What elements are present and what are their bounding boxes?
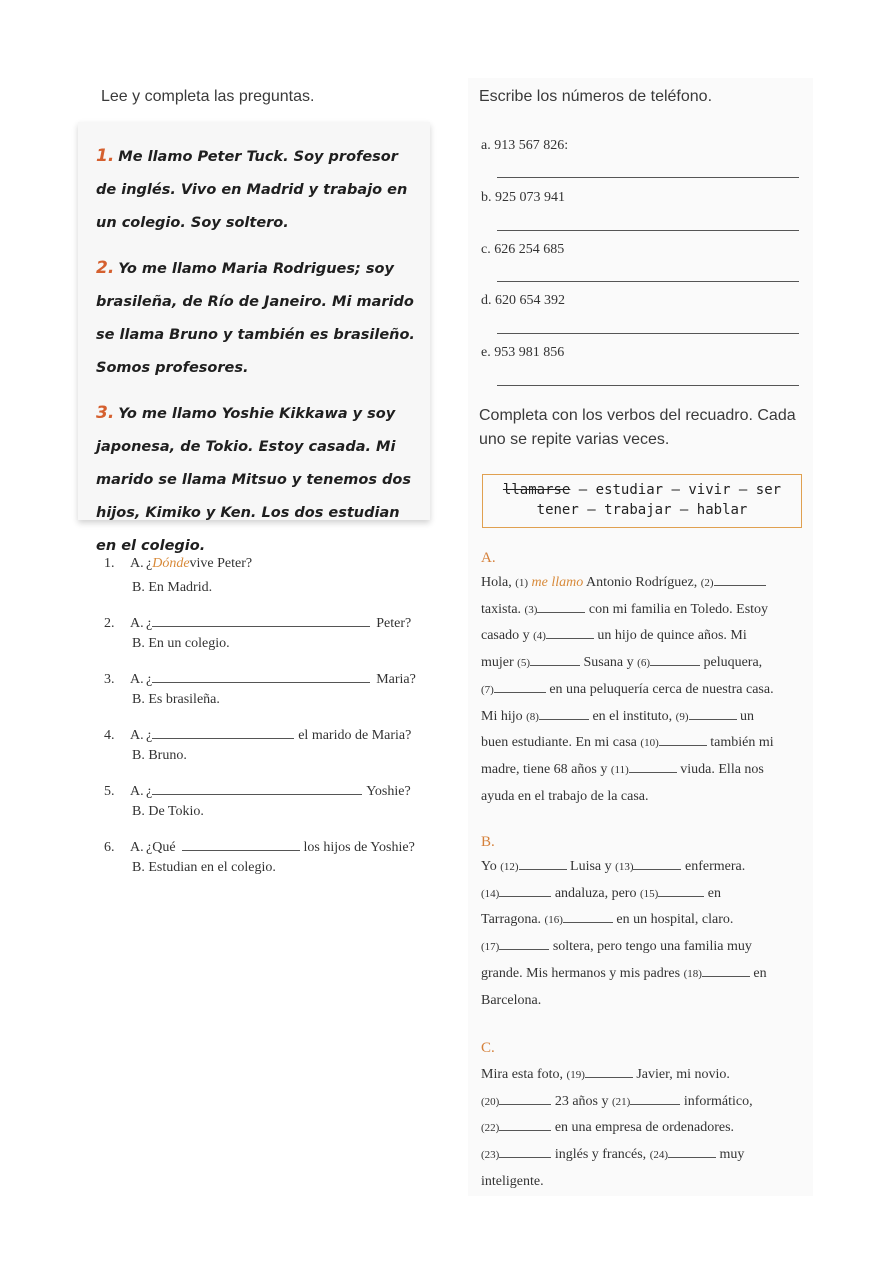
text: Yo	[481, 859, 501, 874]
question-speaker: A.	[130, 728, 144, 743]
phone-answer-line[interactable]	[497, 230, 799, 231]
text: Tarragona.	[481, 912, 545, 928]
question-item	[104, 612, 434, 658]
text: ayuda en el trabajo de la casa.	[481, 788, 649, 804]
gap-number: (4)	[533, 630, 546, 643]
gap-number: (22)	[481, 1122, 500, 1135]
answer-blank[interactable]	[152, 780, 362, 795]
text: Mira esta foto,	[481, 1067, 567, 1082]
phone-number-item: b. 925 073 941	[481, 190, 565, 205]
phone-heading: Escribe los números de teléfono.	[479, 88, 713, 105]
gap-blank[interactable]	[499, 884, 551, 897]
gap-blank[interactable]	[530, 653, 580, 666]
text: en	[704, 885, 721, 901]
paragraph-number: 2.	[96, 258, 115, 278]
question-number: 4.	[104, 728, 115, 743]
question-suffix: el marido de Maria?	[298, 728, 412, 743]
paragraph-text: Yo me llamo Maria Rodrigues; soy brasileña, de Río de Janeiro. Mi marido se llama Bruno y también es brasileño. Somos profesores.	[96, 261, 415, 376]
question-speaker: A.	[130, 784, 144, 799]
paragraph-text: Me llamo Peter Tuck. Soy profesor de inglés. Vivo en Madrid y trabajo en un colegio. Soy soltero.	[96, 149, 408, 231]
paragraph-1	[96, 140, 416, 240]
gap-number: (23)	[481, 1149, 500, 1162]
reading-card	[78, 122, 430, 554]
question-item	[104, 724, 434, 770]
gap-number: (21)	[612, 1095, 631, 1108]
gap-blank[interactable]	[633, 857, 681, 870]
answer-blank[interactable]	[182, 836, 300, 851]
question-number: 2.	[104, 616, 115, 631]
verb-box	[482, 474, 802, 528]
gap-blank[interactable]	[499, 1145, 551, 1158]
text: informático,	[680, 1093, 753, 1109]
gap-blank[interactable]	[658, 884, 704, 897]
phone-answer-line[interactable]	[497, 177, 799, 178]
gap-number: (14)	[481, 887, 500, 900]
gap-blank[interactable]	[668, 1145, 716, 1158]
verb-list: – estudiar – vivir – ser	[570, 482, 782, 498]
question-speaker: A.	[130, 840, 144, 855]
section-label-b: B.	[481, 834, 495, 850]
text: Luisa y	[566, 859, 616, 874]
answer-text: B. De Tokio.	[132, 804, 204, 819]
text: Hola,	[481, 575, 516, 590]
paragraph-3	[96, 397, 416, 563]
text: en una empresa de ordenadores.	[551, 1120, 735, 1136]
question-item	[104, 556, 434, 602]
gap-number: (10)	[640, 737, 659, 750]
gap-blank[interactable]	[689, 707, 737, 720]
phone-number-item: c. 626 254 685	[481, 242, 565, 257]
question-number: 3.	[104, 672, 115, 687]
gap-blank[interactable]	[630, 1092, 680, 1105]
gap-number: (20)	[481, 1095, 500, 1108]
question-prefix: ¿	[146, 616, 153, 631]
gap-blank[interactable]	[499, 1118, 551, 1131]
question-number: 6.	[104, 840, 115, 855]
paragraph-text: Yo me llamo Yoshie Kikkawa y soy japonesa, de Tokio. Estoy casada. Mi marido se llama Mitsuo y tenemos dos hijos, Kimiko y Ken. Los dos estudian en el colegio.	[96, 406, 412, 554]
question-suffix: los hijos de Yoshie?	[303, 840, 415, 855]
question-accent: Dónde	[152, 556, 190, 571]
question-item	[104, 668, 434, 714]
answer-text: B. En un colegio.	[132, 636, 230, 651]
text: un hijo de quince años. Mi	[593, 628, 747, 644]
gap-number: (6)	[637, 657, 650, 670]
question-suffix: Yoshie?	[366, 784, 411, 799]
text: enfermera.	[681, 859, 746, 874]
text: en	[749, 965, 767, 981]
text: mujer	[481, 655, 518, 671]
gap-blank[interactable]	[585, 1065, 633, 1078]
phone-answer-line[interactable]	[497, 385, 799, 386]
phone-number-item: d. 620 654 392	[481, 293, 565, 308]
phone-answer-line[interactable]	[497, 281, 799, 282]
text: también mi	[706, 735, 774, 751]
gap-number: (15)	[639, 887, 659, 900]
gap-number: (12)	[500, 861, 519, 873]
text: buen estudiante. En mi casa	[481, 735, 641, 751]
question-speaker: A.	[130, 556, 144, 571]
text: viuda. Ella nos	[676, 761, 764, 777]
gap-blank[interactable]	[499, 1092, 551, 1105]
text: en el instituto,	[588, 708, 676, 724]
question-prefix: ¿	[146, 784, 153, 799]
question-prefix: ¿	[146, 672, 153, 687]
exercise-a	[481, 570, 801, 809]
answer-blank[interactable]	[152, 724, 294, 739]
answer-text: B. Estudian en el colegio.	[132, 860, 276, 875]
question-number: 5.	[104, 784, 115, 799]
gap-blank[interactable]	[494, 680, 546, 693]
text: inglés y francés,	[551, 1147, 650, 1163]
phone-number-item: e. 953 981 856	[481, 345, 565, 360]
section-label-c: C.	[481, 1040, 495, 1056]
gap-blank[interactable]	[629, 760, 677, 773]
gap-number: (2)	[700, 577, 714, 589]
question-item	[104, 836, 434, 882]
gap-number: (8)	[526, 710, 539, 723]
gap-blank[interactable]	[546, 626, 594, 639]
question-item	[104, 780, 434, 826]
gap-number: (16)	[544, 914, 563, 927]
answer-text: B. Es brasileña.	[132, 692, 220, 707]
question-suffix: Maria?	[376, 672, 416, 687]
text: grande. Mis hermanos y mis padres	[481, 965, 684, 981]
verb-list: tener – trabajar – hablar	[536, 502, 748, 518]
text: Susana y	[579, 655, 638, 671]
text: andaluza, pero	[551, 885, 640, 901]
question-suffix: Peter?	[376, 616, 412, 631]
gap-number: (5)	[517, 657, 530, 670]
answer-text: B. Bruno.	[132, 748, 187, 763]
verbs-heading-line: uno se repite varias veces.	[479, 431, 670, 448]
gap-blank[interactable]	[499, 937, 549, 950]
verbs-heading-line: Completa con los verbos del recuadro. Cada	[479, 407, 796, 424]
question-prefix: ¿	[146, 728, 153, 743]
example-answer: me llamo	[528, 575, 584, 590]
text: soltera, pero tengo una familia muy	[549, 939, 752, 955]
paragraph-number: 3.	[96, 403, 115, 423]
gap-blank[interactable]	[659, 733, 707, 746]
question-prefix: ¿	[146, 556, 153, 571]
question-speaker: A.	[130, 672, 144, 687]
answer-blank[interactable]	[152, 612, 370, 627]
gap-number: (18)	[683, 967, 702, 980]
verb-crossed: llamarse	[502, 482, 571, 498]
text: en un hospital, claro.	[612, 912, 734, 928]
gap-number: (19)	[566, 1069, 585, 1081]
gap-blank[interactable]	[702, 964, 750, 977]
gap-number: (17)	[481, 941, 500, 954]
question-suffix: vive Peter?	[189, 556, 253, 571]
answer-blank[interactable]	[152, 668, 370, 683]
text: Mi hijo	[481, 708, 527, 724]
text: casado y	[481, 628, 534, 644]
text: un	[736, 708, 754, 724]
gap-number: (1)	[515, 577, 529, 589]
section-label-a: A.	[481, 550, 496, 566]
text: taxista.	[481, 601, 525, 617]
question-speaker: A.	[130, 616, 144, 631]
text: 23 años y	[551, 1093, 612, 1109]
gap-blank[interactable]	[650, 653, 700, 666]
verbs-heading	[479, 404, 799, 452]
question-prefix: ¿Qué	[146, 840, 176, 855]
reading-heading: Lee y completa las preguntas.	[101, 88, 315, 105]
gap-number: (11)	[610, 763, 629, 776]
gap-blank[interactable]	[563, 910, 613, 923]
text: con mi familia en Toledo. Estoy	[585, 601, 769, 617]
question-list	[104, 556, 434, 892]
question-number: 1.	[104, 556, 115, 571]
gap-blank[interactable]	[537, 600, 585, 613]
text: peluquera,	[699, 655, 763, 671]
text: en una peluquería cerca de nuestra casa.	[545, 681, 774, 697]
text: madre, tiene 68 años y	[481, 761, 611, 777]
exercise-c	[481, 1062, 801, 1195]
gap-blank[interactable]	[714, 573, 766, 586]
paragraph-number: 1.	[96, 146, 115, 166]
text: inteligente.	[481, 1173, 544, 1189]
text: Barcelona.	[481, 992, 542, 1008]
phone-answer-line[interactable]	[497, 333, 799, 334]
gap-number: (13)	[615, 861, 634, 873]
phone-number-item: a. 913 567 826:	[481, 138, 569, 153]
gap-number: (9)	[675, 710, 689, 723]
exercise-b	[481, 854, 801, 1013]
gap-number: (3)	[524, 603, 538, 616]
text: Javier, mi novio.	[632, 1067, 730, 1082]
answer-text: B. En Madrid.	[132, 580, 213, 595]
text: muy	[716, 1147, 745, 1163]
gap-blank[interactable]	[519, 857, 567, 870]
gap-blank[interactable]	[539, 707, 589, 720]
gap-number: (24)	[649, 1149, 669, 1162]
text: Antonio Rodríguez,	[583, 575, 701, 590]
gap-number: (7)	[481, 683, 494, 696]
paragraph-2	[96, 252, 416, 385]
